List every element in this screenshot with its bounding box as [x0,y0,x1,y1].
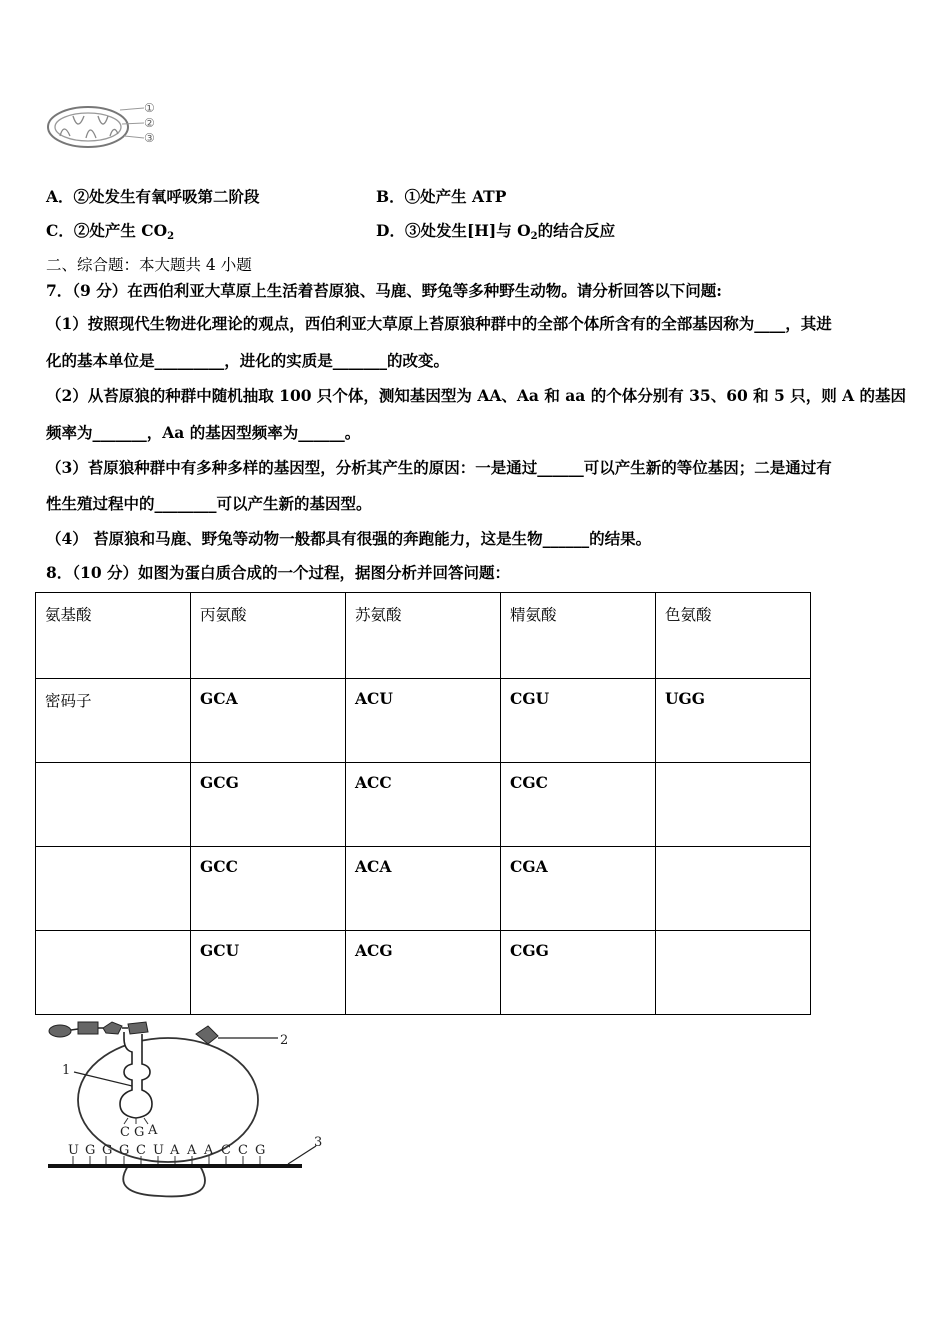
table-cell: ACU [346,679,501,763]
table-cell [656,763,811,847]
anticodon-base: C [120,1125,130,1140]
q7-part1-line2: 化的基本单位是_________，进化的实质是_______的改变。 [46,351,450,370]
table-row [36,593,811,679]
q8-title: 8．（10 分）如图为蛋白质合成的一个过程，据图分析并回答问题： [46,563,511,582]
option-b: B．①处产生 ATP [376,187,507,206]
table-cell: GCG [191,763,346,847]
mrna-base: U [153,1143,164,1158]
table-cell: ACC [346,763,501,847]
q7-part4: （4） 苔原狼和马鹿、野兔等动物一般都具有很强的奔跑能力，这是生物______的结果。 [46,529,652,548]
mrna-base: C [238,1143,248,1158]
q7-part3-line1: （3）苔原狼种群中有多种多样的基因型，分析其产生的原因：一是通过______可以产生新的等位基因；二是通过有 [46,458,832,477]
mitochondrion-figure [40,98,170,156]
table-cell [656,847,811,931]
table-cell: 精氨酸 [501,593,656,679]
table-cell: GCC [191,847,346,931]
option-d-tail: 的结合反应 [537,221,616,240]
table-cell: 氨基酸 [36,593,191,679]
option-d [376,221,615,247]
table-cell: ACG [346,931,501,1015]
table-row [36,847,811,931]
table-row [36,931,811,1015]
mrna-base: G [102,1143,113,1158]
mito-label-1: ① [144,101,155,115]
q7-part3-line2: 性生殖过程中的________可以产生新的基因型。 [46,494,372,513]
table-cell: ACA [346,847,501,931]
table-cell: 色氨酸 [656,593,811,679]
table-cell [656,931,811,1015]
mrna-base: G [119,1143,130,1158]
table-cell: 丙氨酸 [191,593,346,679]
table-cell [36,763,191,847]
mrna-base: C [136,1143,146,1158]
mrna-base: G [255,1143,266,1158]
mrna-base: A [204,1143,214,1158]
table-row [36,763,811,847]
option-c-text: C．②处产生 CO [46,221,168,240]
figure-label-2: 2 [280,1033,289,1048]
mito-label-3: ③ [144,131,155,145]
table-cell: CGG [501,931,656,1015]
option-d-subscript: 2 [530,231,538,242]
option-a: A．②处发生有氧呼吸第二阶段 [46,187,260,206]
table-cell: CGC [501,763,656,847]
table-cell: 密码子 [36,679,191,763]
codon-table [35,592,811,1015]
table-row [36,679,811,763]
table-cell [36,931,191,1015]
table-cell: GCU [191,931,346,1015]
option-c-subscript: 2 [167,231,175,242]
mito-label-2: ② [144,116,155,130]
figure-label-1: 1 [62,1063,71,1078]
q7-part1-line1: （1）按照现代生物进化理论的观点，西伯利亚大草原上苔原狼种群中的全部个体所含有的全部基因称为____，其进 [46,314,832,333]
q7-part2-line2: 频率为_______，Aa 的基因型频率为______。 [46,423,361,442]
q7-part2-line1: （2）从苔原狼的种群中随机抽取 100 只个体，测知基因型为 AA、Aa 和 aa 的个体分别有 35、60 和 5 只，则 A 的基因 [46,386,907,405]
option-c [46,221,174,247]
mrna-base: A [170,1143,180,1158]
table-cell: CGU [501,679,656,763]
translation-figure [40,1018,340,1208]
mrna-base: G [85,1143,96,1158]
anticodon-base: G [134,1125,145,1140]
anticodon-base: A [148,1123,158,1138]
option-d-text: D．③处发生[H]与 O [376,221,531,240]
table-cell: 苏氨酸 [346,593,501,679]
mrna-base: C [221,1143,231,1158]
table-cell [36,847,191,931]
table-cell: GCA [191,679,346,763]
section-heading: 二、综合题：本大题共 4 小题 [46,256,252,274]
q7-title: 7．（9 分）在西伯利亚大草原上生活着苔原狼、马鹿、野兔等多种野生动物。请分析回答以下问题: [46,281,722,300]
figure-label-3: 3 [314,1135,323,1150]
mrna-base: A [187,1143,197,1158]
mrna-base: U [68,1143,79,1158]
table-cell: UGG [656,679,811,763]
table-cell: CGA [501,847,656,931]
